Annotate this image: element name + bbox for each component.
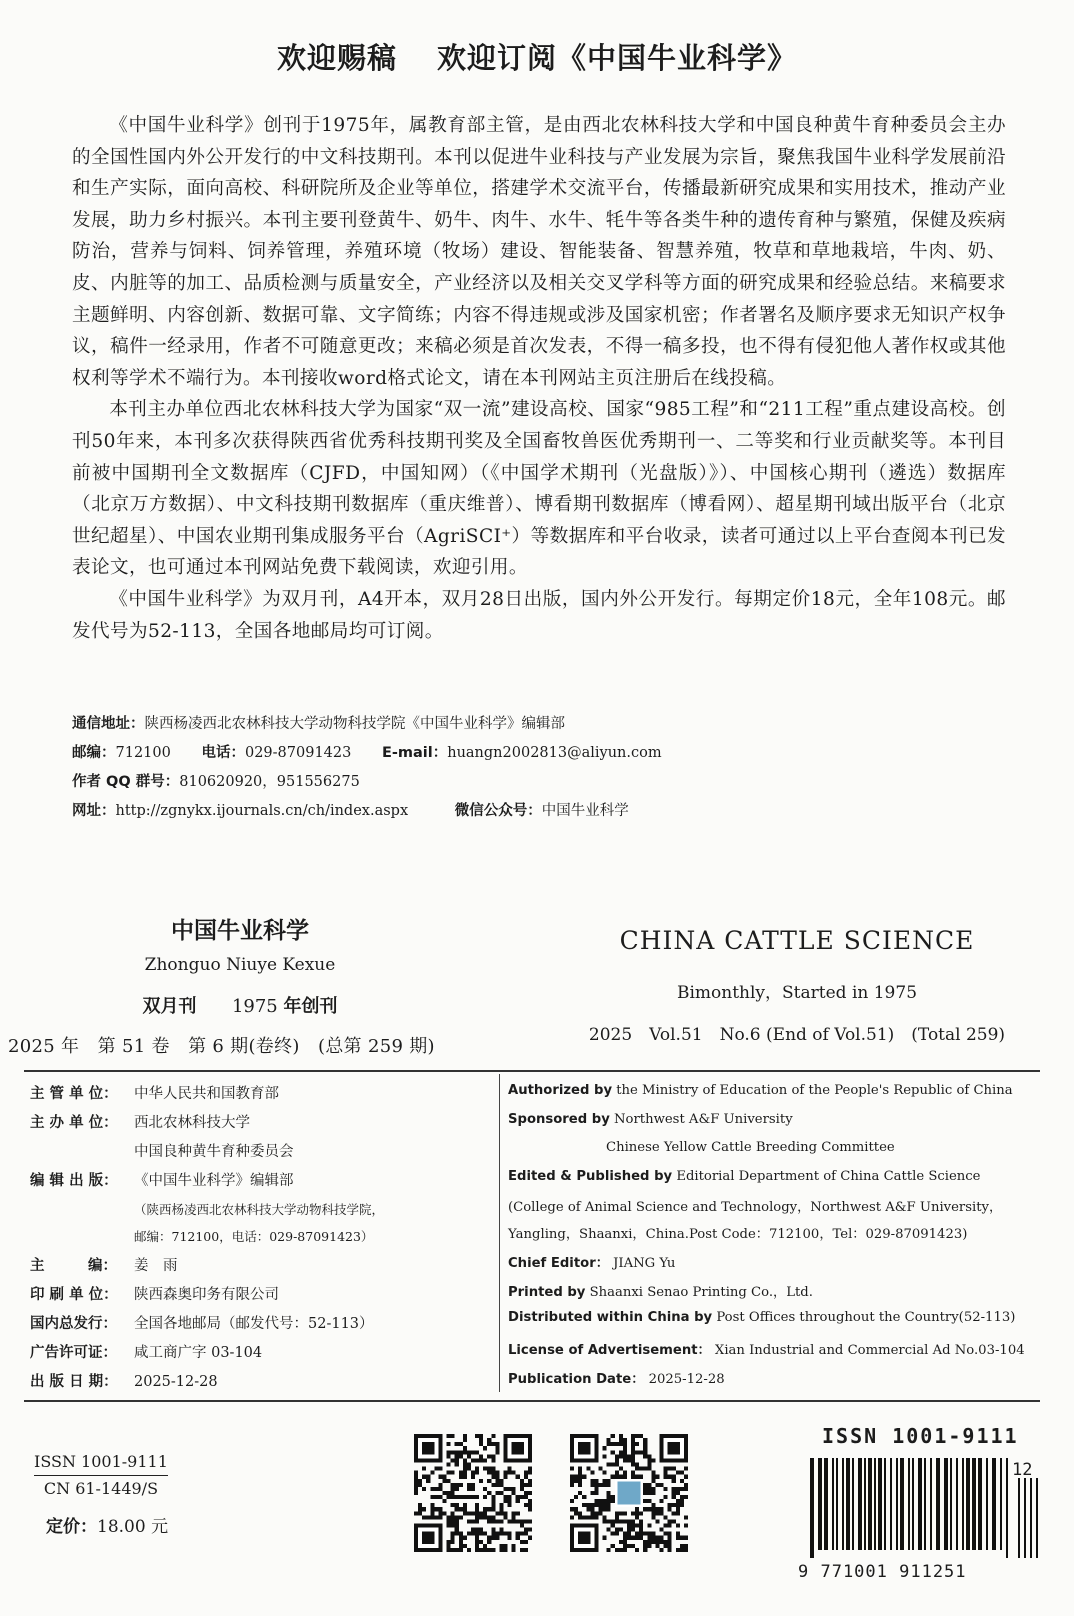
- imprint-label: Sponsored by: [508, 1112, 610, 1127]
- imprint-label: 广告许可证：: [30, 1345, 117, 1361]
- imprint-label: 出 版 日 期：: [30, 1374, 118, 1390]
- paragraph-3: 《中国牛业科学》为双月刊，A4开本，双月28日出版，国内外公开发行。每期定价18元，全年108元。邮发代号为52-113，全国各地邮局均可订阅。: [72, 588, 1006, 642]
- qq-label: 作者 QQ 群号：: [72, 774, 180, 790]
- imprint-value: Northwest A&F University: [609, 1112, 793, 1127]
- issue-info-cn: 2025 年 第 51 卷 第 6 期(卷终) (总第 259 期): [8, 1036, 435, 1057]
- page-title: [0, 36, 1074, 77]
- imprint-value: 邮编：712100，电话：029-87091423）: [134, 1229, 374, 1244]
- qq-value: 810620920，951556275: [179, 774, 360, 790]
- journal-frequency-en: Bimonthly，Started in 1975: [676, 983, 918, 1003]
- imprint-label: Distributed within China by: [508, 1310, 713, 1325]
- price-label: 定价：: [46, 1517, 97, 1537]
- imprint-en-row: [508, 1223, 1068, 1242]
- imprint-en-row: [508, 1281, 1068, 1300]
- imprint-value: JIANG Yu: [608, 1256, 676, 1271]
- founded-suffix: 年创刊: [283, 996, 338, 1017]
- contact-web-row: [72, 799, 1012, 820]
- imprint-en-row: [508, 1169, 1068, 1184]
- email-value[interactable]: huangn2002813@aliyun.com: [447, 745, 662, 761]
- journal-title-en: CHINA CATTLE SCIENCE: [619, 926, 975, 955]
- wechat-label: 微信公众号：: [454, 803, 542, 819]
- imprint-label: Edited & Published by: [508, 1169, 673, 1184]
- journal-frequency-cn: [0, 992, 480, 1018]
- imprint-value: 《中国牛业科学》编辑部: [134, 1173, 294, 1189]
- imprint-cn-row: [30, 1111, 500, 1132]
- email-label: E-mail：: [381, 745, 448, 761]
- intro-text: [72, 110, 1006, 647]
- title-welcome-subscribe: 欢迎订阅《中国牛业科学》: [437, 41, 798, 75]
- imprint-cn-row: [30, 1370, 500, 1391]
- imprint-label: License of Advertisement：: [508, 1343, 711, 1358]
- imprint-cn-row: [30, 1169, 500, 1190]
- imprint-value: Yangling，Shaanxi，China.Post Code：712100，Tel：029-87091423): [508, 1227, 968, 1242]
- imprint-value: 中国良种黄牛育种委员会: [134, 1144, 294, 1160]
- imprint-label: 编 辑 出 版：: [30, 1173, 118, 1189]
- price: [46, 1512, 168, 1537]
- postcode-label: 邮编：: [72, 745, 116, 761]
- imprint-label: Printed by: [508, 1285, 586, 1300]
- imprint-label: 主 管 单 位：: [30, 1086, 118, 1102]
- imprint-label: Publication Date：: [508, 1372, 645, 1387]
- imprint-value: Xian Industrial and Commercial Ad No.03-104: [710, 1343, 1025, 1358]
- journal-title-cn: 中国牛业科学: [171, 918, 309, 944]
- postcode-value: 712100: [115, 745, 171, 761]
- wechat-value: 中国牛业科学: [541, 803, 629, 819]
- imprint-cn-row: [30, 1283, 500, 1304]
- imprint-value: the Ministry of Education of the People's Republic of China: [612, 1083, 1013, 1098]
- imprint-value: 全国各地邮局（邮发代号：52-113）: [134, 1316, 374, 1332]
- imprint-en-row: [508, 1196, 1068, 1215]
- frequency-label: 双月刊: [142, 996, 197, 1017]
- imprint-en-row: [508, 1112, 1068, 1127]
- imprint-value: 西北农林科技大学: [134, 1115, 250, 1131]
- imprint-cn-row: [30, 1140, 500, 1161]
- imprint-cn-row: [30, 1254, 500, 1275]
- contact-phone-row: [72, 741, 1012, 762]
- imprint-value: Shaanxi Senao Printing Co.，Ltd.: [585, 1285, 813, 1300]
- imprint-value: Editorial Department of China Cattle Science: [672, 1169, 981, 1184]
- imprint-en-row: [508, 1140, 1074, 1155]
- imprint-value: （陕西杨凌西北农林科技大学动物科技学院，: [134, 1202, 385, 1217]
- issn-number: ISSN 1001-9111: [34, 1452, 168, 1471]
- imprint-label: 主 编：: [30, 1258, 117, 1274]
- imprint-en-row: [508, 1368, 1068, 1387]
- issue-info-en: 2025 Vol.51 No.6 (End of Vol.51) (Total 259): [588, 1025, 1006, 1045]
- imprint-cn-row: [30, 1312, 500, 1333]
- imprint-en-row: [508, 1083, 1068, 1098]
- imprint-value: 2025-12-28: [134, 1374, 218, 1390]
- issn-cn-block: [34, 1451, 168, 1500]
- imprint-value: Post Offices throughout the Country(52-113): [712, 1310, 1016, 1325]
- website-label: 网址：: [72, 803, 116, 819]
- phone-value: 029-87091423: [244, 745, 352, 761]
- contact-address: [72, 712, 1012, 733]
- imprint-label: 国内总发行：: [30, 1316, 117, 1332]
- barcode-issn: ISSN 1001-9111: [822, 1424, 1019, 1448]
- imprint-label: 印 刷 单 位：: [30, 1287, 118, 1303]
- address-label: 通信地址：: [72, 716, 145, 732]
- imprint-value: 中华人民共和国教育部: [134, 1086, 279, 1102]
- title-welcome-submit: 欢迎赐稿: [276, 41, 397, 75]
- barcode-addon: 12: [1012, 1460, 1033, 1480]
- imprint-value: 陕西森奥印务有限公司: [134, 1287, 279, 1303]
- website-link[interactable]: http://zgnykx.ijournals.cn/ch/index.aspx: [115, 803, 409, 819]
- imprint-cn-row: [30, 1227, 500, 1245]
- founded-year: 1975: [231, 996, 278, 1017]
- imprint-value: Chinese Yellow Cattle Breeding Committee: [606, 1140, 895, 1155]
- contact-qq: [72, 770, 1012, 791]
- imprint-en-row: [508, 1310, 1068, 1325]
- wechat-qr-code[interactable]: [570, 1434, 688, 1552]
- paragraph-1: 《中国牛业科学》创刊于1975年，属教育部主管，是由西北农林科技大学和中国良种黄牛育种委员会主办的全国性国内外公开发行的中文科技期刊。本刊以促进牛业科技与产业发展为宗旨，聚焦我国牛业科学发展前沿和生产实际，面向高校、科研院所及企业等单位，搭建学术交流平台，传播最新研究成果和实用技术，推动产业发展，助力乡村振兴。本刊主要刊登黄牛、奶牛、肉牛、水牛、牦牛等各类牛种的遗传育种与繁殖，保健及疾病防治，营养与饲料、饲养管理，养殖环境（牧场）建设、智能装备、智慧养殖，牧草和草地栽培，牛肉、奶、皮、内脏等的加工、品质检测与质量安全，产业经济以及相关交叉学科等方面的研究成果和经验总结。来稿要求主题鲜明、内容创新、数据可靠、文字简练；内容不得违规或涉及国家机密；作者署名及顺序要求无知识产权争议，稿件一经录用，作者不可随意更改；来稿必须是首次发表，不得一稿多投，也不得有侵犯他人著作权或其他权利等学术不端行为。本刊接收word格式论文，请在本刊网站主页注册后在线投稿。: [72, 115, 1006, 389]
- barcode: [810, 1458, 1042, 1558]
- imprint-label: Chief Editor：: [508, 1256, 609, 1271]
- imprint-value: 2025-12-28: [644, 1372, 725, 1387]
- address-value: 陕西杨凌西北农林科技大学动物科技学院《中国牛业科学》编辑部: [144, 716, 565, 732]
- imprint-en-row: [508, 1339, 1068, 1358]
- imprint-cn-row: [30, 1341, 500, 1362]
- journal-title-pinyin: Zhonguo Niuye Kexue: [144, 955, 336, 975]
- imprint-cn-row: [30, 1082, 500, 1103]
- divider-bottom: [24, 1400, 1040, 1402]
- imprint-value: 咸工商广字 03-104: [134, 1345, 263, 1361]
- imprint-value: (College of Animal Science and Technology，Northwest A&F University，: [508, 1200, 1003, 1215]
- imprint-value: 姜 雨: [134, 1258, 178, 1274]
- phone-label: 电话：: [201, 745, 245, 761]
- imprint-label: Authorized by: [508, 1083, 613, 1098]
- barcode-digits: 9 771001 911251: [798, 1562, 967, 1582]
- paragraph-2: 本刊主办单位西北农林科技大学为国家“双一流”建设高校、国家“985工程”和“211工程”重点建设高校。创刊50年来，本刊多次获得陕西省优秀科技期刊奖及全国畜牧兽医优秀期刊一、二等奖和行业贡献奖等。本刊目前被中国期刊全文数据库（CJFD，中国知网）（《中国学术期刊（光盘版）》）、中国核心期刊（遴选）数据库（北京万方数据）、中文科技期刊数据库（重庆维普）、博看期刊数据库（博看网）、超星期刊域出版平台（北京世纪超星）、中国农业期刊集成服务平台（AgriSCI⁺）等数据库和平台收录，读者可通过以上平台查阅本刊已发表论文，也可通过本刊网站免费下载阅读，欢迎引用。: [72, 399, 1006, 579]
- website-qr-code[interactable]: [414, 1434, 532, 1552]
- cn-number: CN 61-1449/S: [43, 1479, 159, 1498]
- imprint-en-row: [508, 1252, 1068, 1271]
- imprint-cn-row: [30, 1200, 500, 1218]
- divider-top: [24, 1070, 1040, 1072]
- price-value: 18.00 元: [97, 1517, 169, 1537]
- imprint-label: 主 办 单 位：: [30, 1115, 118, 1131]
